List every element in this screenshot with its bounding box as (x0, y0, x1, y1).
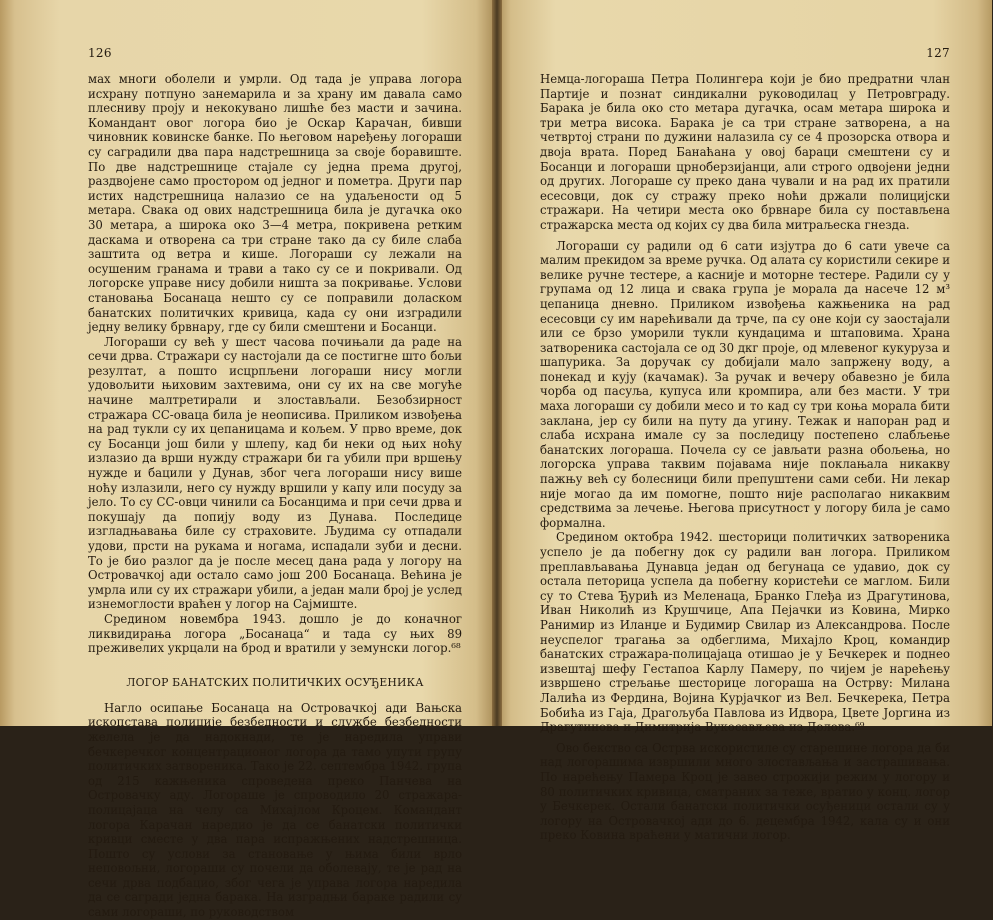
paragraph: Логораши су радили од 6 сати изјутра до 6 сати увече са малим прекидом за време ручка. Од алата су користили секире и велике ручне тестере, а касније и моторне тестере. Радили су у групама од 12 лица и свака група је морала да насече 12 м³ цепаница дневно. Приликом извођења кажњеника на рад есесовци су им нарећивали да трче, па су оне који су заостајали или се брзо уморили тукли кундацима и штаповима. Храна затвореника састојала се од 30 дкг проје, од млевеног кукуруза и шапурика. За доручак су добијали мало запржену воду, а понекад и кују (качамак). За ручак и вечеру обавезно је била чорба од пасуља, купуса или кромпира, али без масти. У три маха логораши су добили месо и то кад су три коња морала бити заклана, јер су били на путу да угину. Тежак и напоран рад и слаба исхрана имале су за последицу постепено слабљење банатских логораша. Почела су се јављати разна обољења, но логорска управа таквим појавама није поклањала никакву пажњу већ су болесници били препуштени сами себи. Ни лекар није могао да им помогне, пошто није располагао никаквим средствима за лечење. Његова присутност у логору била је само формална. (540, 238, 950, 530)
right-page (496, 0, 992, 843)
book-spine (492, 0, 502, 726)
page-number: 127 (926, 46, 950, 60)
page-number: 126 (88, 46, 112, 60)
paragraph: Немца-логораша Петра Полингера који је био предратни члан Партије и познат синдикални руководилац у Петровграду. Барака је била око сто метара дугачка, осам метара широка и три метра висока. Барака је са три стране затворена, а на четвртој страни по дужини налазила су се 4 прозорска отвора и двоја врата. Поред Банаћана у овој бараци смештени су и Босанци и логораши црноберзијанци, али строго одвојени једни од других. Логораше су преко дана чували и на рад их пратили есесовци, док су стражу преко ноћи држали полицијски стражари. На четири места око брвнаре била су постављена стражарска места од којих су два била митраљеска гнезда. (540, 72, 950, 232)
paragraph: мах многи оболели и умрли. Од тада је управа логора исхрану потпуно занемарила и за храну им давала само плесниву проју и некокувано лишће без масти и зачина. Командант овог логора био је Оскар Карачан, бивши чиновник ковинске банке. По његовом наређењу логораши су саградили два пара надстрешница за своје боравиште. По две надстрешнице стајале су једна према другој, раздвојене само простором од једног и пометра. Други пар истих надстрешница налазио се на удаљености од 5 метара. Свака од ових надстрешница била је дугачка око 30 метара, а широка око 3—4 метра, покривена ретким даскама и отворена са три стране тако да су биле слаба заштита од ветра и кише. Логораши су лежали на осушеним гранама и трави а тако су се и покривали. Од логорске управе нису добили ништа за покривање. Услови становања Босанаца нешто су се поправили доласком банатских политичких кривица, када су они изградили једну велику брвнару, где су били смештени и Босанци. (88, 72, 462, 335)
paragraph: Логораши су већ у шест часова почињали да раде на сечи дрва. Стражари су настојали да се постигне што бољи резултат, а пошто исцрпљени логораши нису могли удовољити њиховим захтевима, они су их на све могуће начине малтретирали и злостављали. Безобзирност стражара СС-оваца била је неописива. Приликом извођења на рад тукли су их цепаницама и кољем. У прво време, док су Босанци још били у шлепу, кад би неки од њих ноћу излазио да врши нужду стражари би га убили при вршењу нужде и бацили у Дунав, због чега логораши нису више ноћу излазили, него су нужду вршили у капу или посуду за јело. То су СС-овци чинили са Босанцима и при сечи дрва и покушају да попију воду из Дунава. Последице изгладњавања биле су страховите. Људима су отпадали удови, прсти на рукама и ногама, испадали зуби и десни. То је био разлог да је после месец дана рада у логору на Островачкој ади остало само још 200 Босанаца. Већина је умрла или су их стражари убили, а један мали број је услед изнемоглости враћен у логор на Сајмиште. (88, 334, 462, 612)
paragraph: Средином новембра 1943. дошло је до коначног ликвидирања логора „Босанаца“ и тада су њих 89 преживелих укрцали на брод и вратили у земунски логор.⁶⁸ (88, 611, 462, 656)
left-page (0, 0, 496, 920)
paragraph: Средином октобра 1942. шесторици политичких затвореника успело је да побегну док су радили ван логора. Приликом преплављавања Дунавца један од бегунаца се удавио, док су остала петорица успела да побегну користећи се маглом. Били су то Стева Ђурић из Меленаца, Бранко Глеђа из Драгутинова, Иван Николић из Крушчице, Апа Пејачки из Ковина, Мирко Ранимир из Иланџе и Будимир Свилар из Александрова. После неуспелог трагања за одбеглима, Михајло Кроц, командир банатских стражара-полицајаца отишао је у Бечкерек и поднео извештај шефу Гестапоа Карлу Памеру, по чијем је нарећењу извршено стрељање шесторице логораша на Острву: Милана Лалића из Фердина, Војина Курјачког из Вел. Бечкерека, Петра Бобића из Гаја, Драгољуба Павлова из Идвора, Цвете Јоргина из Драгутинова и Димитрија Вукосављева из Долова.⁶⁹ (540, 530, 950, 735)
paragraph: Нагло осипање Босанаца на Островачкој ади Вањска ископстава полиције безбедности и службе безбедности желела је да надокнади, те је наредила управи бечкеречког концентрационог логора да тамо упути групу политичких затвореника. Тако је 22. септембра 1942. група од 215 кажњеника спроведена преко Панчева на Островачку аду. Логораше је спроводило 20 стражара-полицајаца на челу са Михајлом Кроцем. Командант логора Карачан наредио је да се банатски политички кривци сместе у два пара испражњених надстрешница. Пошто су услови за становање у њима били врло неповољни, логораши су почели да оболевају, те је рад на сечи дрва подбацио, због чега је управа логора наредила да се сагради једна барака. На изградњи бараке радили су сами логораши, по руководством (88, 700, 462, 920)
right-page-text (540, 72, 950, 843)
left-page-text (88, 72, 462, 920)
section-title: ЛОГОР БАНАТСКИХ ПОЛИТИЧКИХ ОСУЂЕНИКА (126, 675, 424, 689)
paragraph: Ово бекство са Острва искористиле су старешине логора да би над логорашима извршили много злостављања и застрашивања. По нарећењу Памера Кроц је завео строжији режим у логору и 80 политичких кривица, сматраних за теже, вратио у конц. логор у Бечкерек. Остали банатски политички осуђеници остали су у логору на Островачкој ади до 6. децембра 1942, кала су и они преко Ковина враћени у матични логор. (540, 740, 950, 843)
